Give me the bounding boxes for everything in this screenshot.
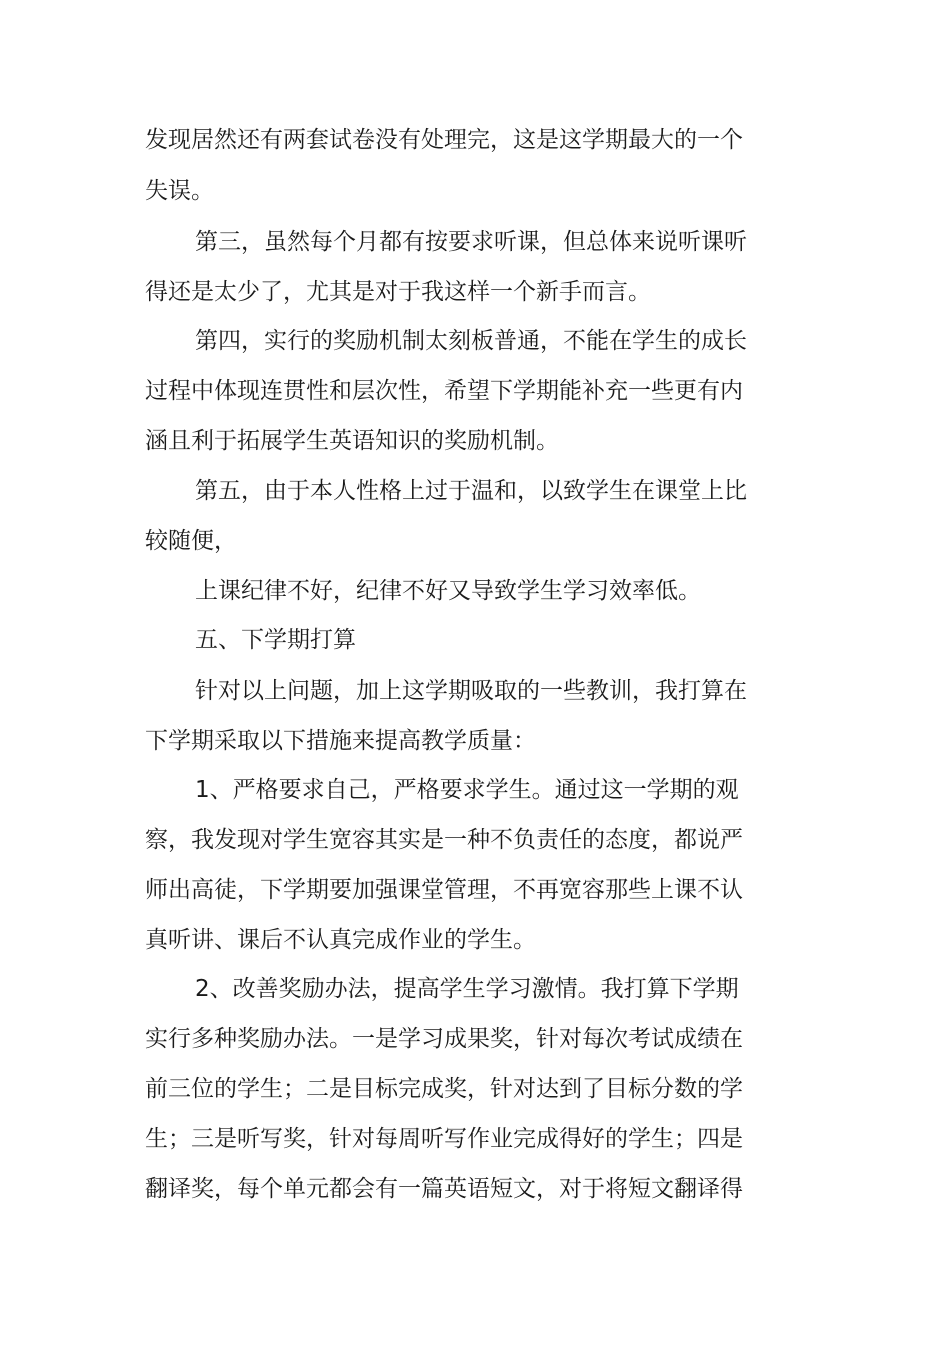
text-line: 实行多种奖励办法。一是学习成果奖，针对每次考试成绩在 bbox=[145, 1026, 743, 1052]
text-line: 真听讲、课后不认真完成作业的学生。 bbox=[145, 927, 536, 953]
text-line: 得还是太少了，尤其是对于我这样一个新手而言。 bbox=[145, 279, 651, 305]
section-heading: 五、下学期打算 bbox=[195, 627, 356, 653]
text-line: 前三位的学生；二是目标完成奖，针对达到了目标分数的学 bbox=[145, 1076, 743, 1102]
list-item-first-line: 2、改善奖励办法，提高学生学习激情。我打算下学期 bbox=[195, 976, 739, 1002]
paragraph-first-line: 第四，实行的奖励机制太刻板普通，不能在学生的成长 bbox=[195, 328, 747, 354]
text-line: 生；三是听写奖，针对每周听写作业完成得好的学生；四是 bbox=[145, 1126, 743, 1152]
text-line: 下学期采取以下措施来提高教学质量： bbox=[145, 728, 536, 754]
text-line: 察，我发现对学生宽容其实是一种不负责任的态度，都说严 bbox=[145, 827, 743, 853]
paragraph-first-line: 针对以上问题，加上这学期吸取的一些教训，我打算在 bbox=[195, 678, 747, 704]
paragraph-first-line: 第五，由于本人性格上过于温和，以致学生在课堂上比 bbox=[195, 478, 747, 504]
list-item-first-line: 1、严格要求自己，严格要求学生。通过这一学期的观 bbox=[195, 777, 739, 803]
text-line: 师出高徒，下学期要加强课堂管理，不再宽容那些上课不认 bbox=[145, 877, 743, 903]
text-line: 失误。 bbox=[145, 178, 214, 204]
text-line: 发现居然还有两套试卷没有处理完，这是这学期最大的一个 bbox=[145, 127, 743, 153]
text-line: 涵且利于拓展学生英语知识的奖励机制。 bbox=[145, 428, 559, 454]
text-line: 过程中体现连贯性和层次性，希望下学期能补充一些更有内 bbox=[145, 378, 743, 404]
paragraph-first-line: 上课纪律不好，纪律不好又导致学生学习效率低。 bbox=[195, 578, 701, 604]
paragraph-first-line: 第三，虽然每个月都有按要求听课，但总体来说听课听 bbox=[195, 229, 747, 255]
text-line: 翻译奖，每个单元都会有一篇英语短文，对于将短文翻译得 bbox=[145, 1176, 743, 1202]
text-line: 较随便， bbox=[145, 528, 237, 554]
